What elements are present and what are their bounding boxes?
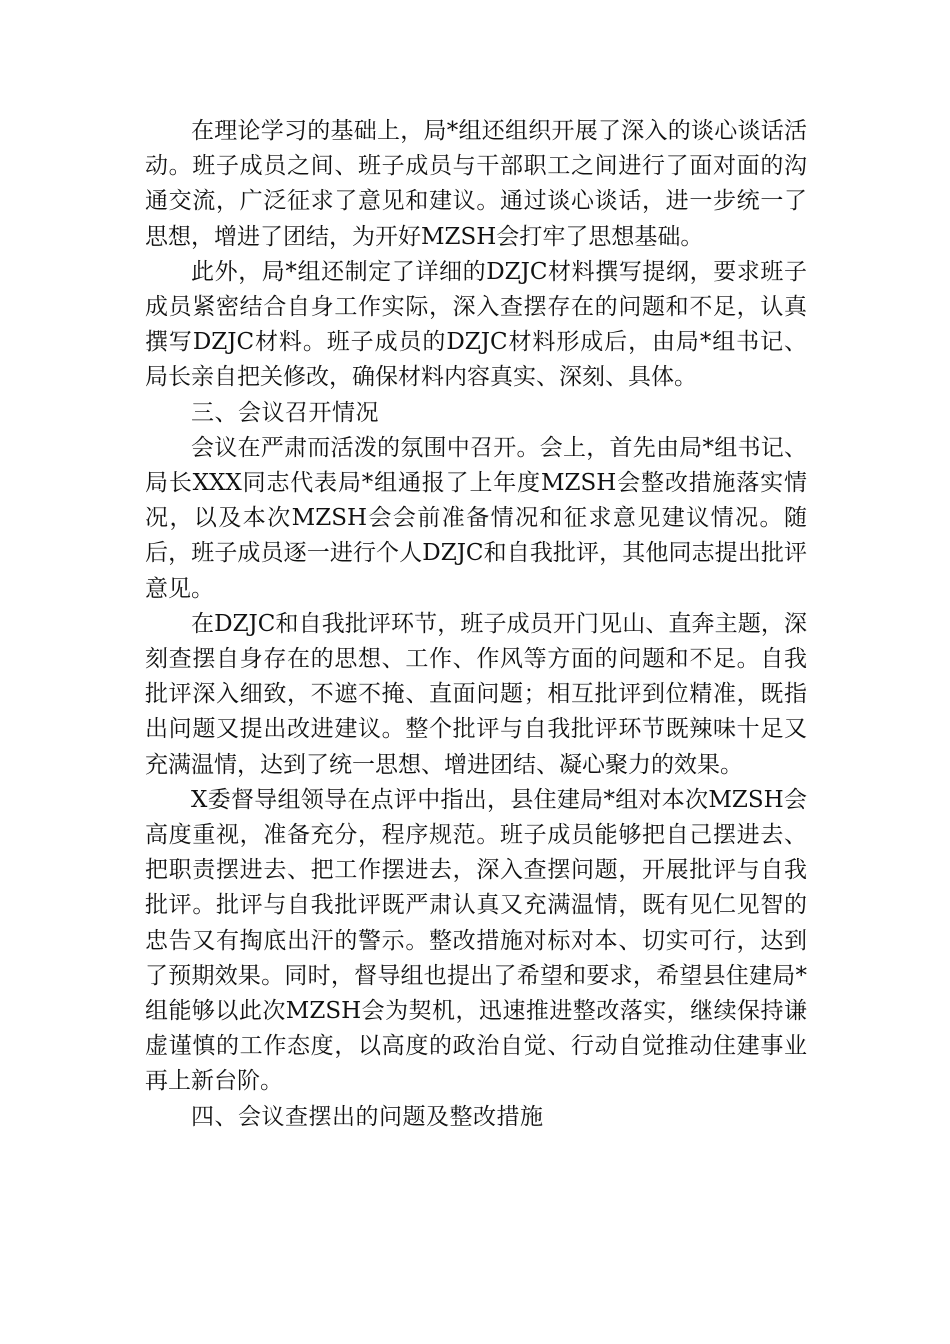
paragraph-outline-materials: 此外，局*组还制定了详细的DZJC材料撰写提纲，要求班子成员紧密结合自身工作实际，深入查摆存在的问题和不足，认真撰写DZJC材料。班子成员的DZJC材料形成后，由局*组书记、局长亲自把关修改，确保材料内容真实、深刻、具体。	[145, 258, 807, 391]
paragraph-supervision-comments: X委督导组领导在点评中指出，县住建局*组对本次MZSH会高度重视，准备充分，程序规范。班子成员能够把自己摆进去、把职责摆进去、把工作摆进去，深入查摆问题，开展批评与自我批评。批评与自我批评既严肃认真又充满温情，既有见仁见智的忠告又有掏底出汗的警示。整改措施对标对本、切实可行，达到了预期效果。同时，督导组也提出了希望和要求，希望县住建局*组能够以此次MZSH会为契机，迅速推进整改落实，继续保持谦虚谨慎的工作态度，以高度的政治自觉、行动自觉推动住建事业再上新台阶。	[145, 786, 807, 1095]
section-heading-problems-and-measures: 四、会议查摆出的问题及整改措施	[191, 1103, 544, 1130]
section-heading-meeting-convened: 三、会议召开情况	[191, 399, 379, 426]
paragraph-heart-to-heart-talks: 在理论学习的基础上，局*组还组织开展了深入的谈心谈话活动。班子成员之间、班子成员与干部职工之间进行了面对面的沟通交流，广泛征求了意见和建议。通过谈心谈话，进一步统一了思想，增进了团结，为开好MZSH会打牢了思想基础。	[145, 118, 807, 250]
paragraph-criticism-session: 在DZJC和自我批评环节，班子成员开门见山、直奔主题，深刻查摆自身存在的思想、工作、作风等方面的问题和不足。自我批评深入细致，不遮不掩、直面问题；相互批评到位精准，既指出问题又提出改进建议。整个批评与自我批评环节既辣味十足又充满温情，达到了统一思想、增进团结、凝心聚力的效果。	[145, 610, 807, 778]
paragraph-meeting-atmosphere: 会议在严肃而活泼的氛围中召开。会上，首先由局*组书记、局长XXX同志代表局*组通报了上年度MZSH会整改措施落实情况，以及本次MZSH会会前准备情况和征求意见建议情况。随后，班子成员逐一进行个人DZJC和自我批评，其他同志提出批评意见。	[145, 434, 807, 602]
document-body	[145, 114, 807, 1135]
